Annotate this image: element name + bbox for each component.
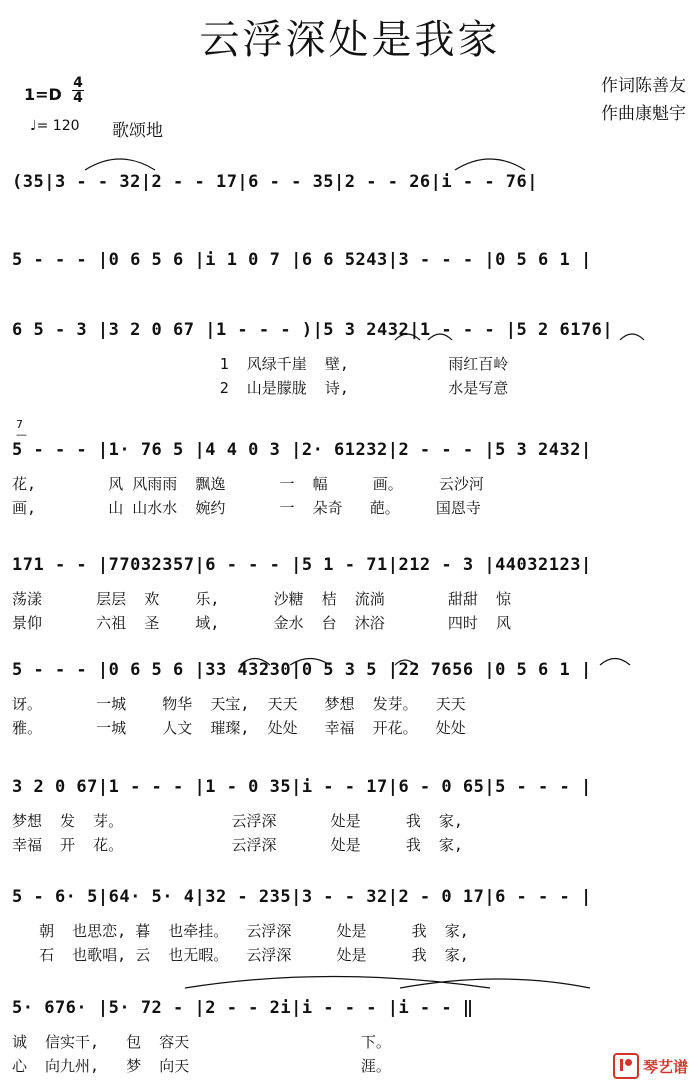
notation-line: 5 - - - |0 6 5 6 |i 1 0 7 |6 6 5243|3 - - - |0 5 6 1 | bbox=[12, 250, 592, 270]
song-title: 云浮深处是我家 bbox=[199, 17, 501, 63]
lyric-line: 雅。 一城 人文 璀璨, 处处 幸福 开花。 处处 bbox=[12, 719, 466, 737]
notation-line: 5 - - - |1· 76 5 |4 4 0 3 |2· 61232|2 - - - |5 3 2432| bbox=[12, 440, 592, 460]
style-marking: 歌颂地 bbox=[112, 121, 163, 141]
slur bbox=[455, 159, 525, 170]
notation-line: (35|3 - - 32|2 - - 17|6 - - 35|2 - - 26|i - - 76| bbox=[12, 172, 539, 192]
music-logo-icon bbox=[613, 1053, 639, 1079]
lyric-line: 讶。 一城 物华 天宝, 天天 梦想 发芽。 天天 bbox=[12, 695, 466, 713]
lyric-line: 诚 信实干, 包 容天 下。 bbox=[12, 1033, 391, 1051]
notation-line: 171 - - |77032357|6 - - - |5 1 - 71|212 - 3 |44032123| bbox=[12, 555, 592, 575]
lyric-line: 花, 风 风雨雨 飘逸 一 幅 画。 云沙河 bbox=[12, 475, 484, 493]
notation-line: 5· 676· |5· 72 - |2 - - 2i|i - - - |i - - ‖ bbox=[12, 998, 474, 1018]
slur bbox=[185, 977, 490, 989]
credits bbox=[601, 72, 686, 128]
lyric-line: 心 向九州, 梦 向天 涯。 bbox=[12, 1057, 391, 1075]
lyric-line: 2 山是朦胧 诗, 水是写意 bbox=[12, 379, 509, 397]
tempo-marking: ♩= 120 bbox=[30, 118, 80, 134]
lyric-line: 梦想 发 芽。 云浮深 处是 我 家, bbox=[12, 812, 463, 830]
slur bbox=[400, 979, 590, 988]
time-top: 4 bbox=[73, 75, 83, 91]
lyric-line: 画, 山 山水水 婉约 一 朵奇 葩。 国恩寺 bbox=[12, 499, 481, 517]
lyric-line: 荡漾 层层 欢 乐, 沙糖 桔 流淌 甜甜 惊 bbox=[12, 590, 511, 608]
lyric-line: 朝 也思恋, 暮 也牵挂。 云浮深 处是 我 家, bbox=[12, 922, 469, 940]
lyric-line: 1 风绿千崖 壁, 雨红百岭 bbox=[12, 355, 509, 373]
logo-text: 琴艺谱 bbox=[642, 1057, 688, 1076]
composer: 作曲康魁宇 bbox=[601, 104, 686, 124]
site-logo bbox=[613, 1053, 688, 1079]
notation-line: 5 - 6· 5|64· 5· 4|32 - 235|3 - - 32|2 - 0 17|6 - - - | bbox=[12, 887, 592, 907]
lyric-line: 幸福 开 花。 云浮深 处是 我 家, bbox=[12, 836, 463, 854]
notation-line: 3 2 0 67|1 - - - |1 - 0 35|i - - 17|6 - 0 65|5 - - - | bbox=[12, 777, 592, 797]
lyricist: 作词陈善友 bbox=[601, 76, 686, 96]
lyric-line: 景仰 六祖 圣 域, 金水 台 沐浴 四时 风 bbox=[12, 614, 511, 632]
notation-line: 5 - - - |0 6 5 6 |33 43230|0 5 3 5 |22 7656 |0 5 6 1 | bbox=[12, 660, 592, 680]
lyric-line: 石 也歌唱, 云 也无暇。 云浮深 处是 我 家, bbox=[12, 946, 469, 964]
key-signature: 1=D bbox=[24, 85, 62, 104]
slur bbox=[85, 159, 155, 170]
time-signature bbox=[72, 76, 84, 105]
notation-line: 6 5 - 3 |3 2 0 67 |1 - - - )|5 3 2432|1 - - - |5 2 6176| bbox=[12, 320, 614, 340]
time-bottom: 4 bbox=[73, 90, 83, 106]
section-mark: 7 — bbox=[16, 418, 27, 441]
